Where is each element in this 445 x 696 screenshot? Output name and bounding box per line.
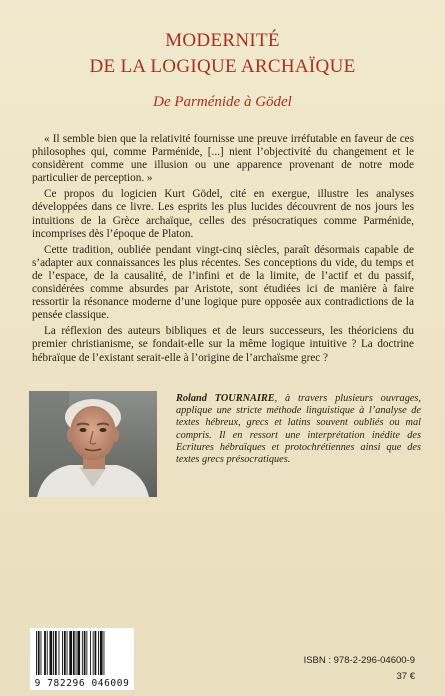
barcode-bar — [95, 631, 97, 675]
barcode-bar — [64, 631, 66, 675]
author-portrait-image — [29, 391, 157, 497]
barcode-bar — [69, 631, 72, 675]
barcode-bar — [62, 631, 63, 675]
barcode-bar — [38, 631, 40, 675]
barcode-bar — [47, 631, 48, 675]
author-photo — [29, 391, 157, 497]
barcode-bar — [55, 631, 57, 675]
barcode-bar — [67, 631, 68, 675]
barcode-bar — [41, 631, 42, 675]
barcode-bar — [59, 631, 60, 675]
blurb-paragraph: La réflexion des auteurs bibliques et de leurs successeurs, les théoriciens du premier christianisme, se fondait-elle sur la même logique intuitive ? La doctrine hébraïque de l’existant serait-elle à l’origine de l’archaïsme grec ? — [32, 325, 414, 364]
barcode-bar — [76, 631, 77, 675]
title-line-2: DE LA LOGIQUE ARCHAÏQUE — [89, 56, 356, 77]
barcode-bars — [30, 628, 134, 678]
barcode-bar — [86, 631, 87, 675]
barcode — [30, 628, 134, 690]
barcode-bar — [93, 631, 94, 675]
barcode-bar — [77, 631, 80, 675]
barcode-bar — [104, 631, 105, 675]
title-line-1: MODERNITÉ — [165, 30, 280, 51]
blurb-text — [32, 133, 414, 368]
barcode-bar — [44, 631, 46, 675]
barcode-bar — [84, 631, 86, 675]
isbn: ISBN : 978-2-296-04600-9 — [303, 655, 415, 666]
subtitle: De Parménide à Gödel — [153, 94, 292, 110]
author-name: Roland TOURNAIRE — [176, 393, 275, 404]
barcode-bar — [90, 631, 91, 675]
barcode-bar — [53, 631, 54, 675]
barcode-bar — [98, 631, 99, 675]
barcode-bar — [82, 631, 83, 675]
barcode-bar — [100, 631, 103, 675]
blurb-paragraph-quote: « Il semble bien que la relativité fournisse une preuve irréfutable en faveur de ces philosophes qui, comme Parménide, [...] nient l’objectivité du changement et le considèrent comme une illusion ou une apparence provenant de notre mode particulier de perception. » — [32, 133, 414, 185]
barcode-number: 9 782296 046009 — [34, 678, 130, 689]
author-bio-text: , à travers plusieurs ouvrages, applique une stricte méthode linguistique à l’analyse de textes hébreux, grecs et latins souvent oubliés ou mal compris. Il en ressort une interprétation inédite des Ecritures hébraïques et protochrétiennes ainsi que des textes grecs présocratiques. — [176, 393, 421, 466]
barcode-bar — [36, 631, 37, 675]
blurb-paragraph: Cette tradition, oubliée pendant vingt-cinq siècles, paraît désormais capable de s’adapter aux connaissances les plus récentes. Ses conceptions du vide, du temps et de l’espace, de la causalité, de l’infini et de la limite, de l’actif et du passif, considérées comme absurdes par Aristote, sont étudiées ici de manière à faire ressortir la résonance moderne d’une logique pure opposée aux contradictions de la pensée classique. — [32, 243, 414, 322]
blurb-paragraph: Ce propos du logicien Kurt Gödel, cité en exergue, illustre les analyses développées dans ce livre. Les esprits les plus lucides découvrent de nos jours les intuitions de la Grèce archaïque, celles des présocratiques comme Parménide, incomprises dès l’époque de Platon. — [32, 188, 414, 240]
author-bio — [176, 393, 421, 466]
barcode-bar — [50, 631, 53, 675]
price: 37 € — [396, 671, 415, 682]
barcode-bar — [73, 631, 75, 675]
